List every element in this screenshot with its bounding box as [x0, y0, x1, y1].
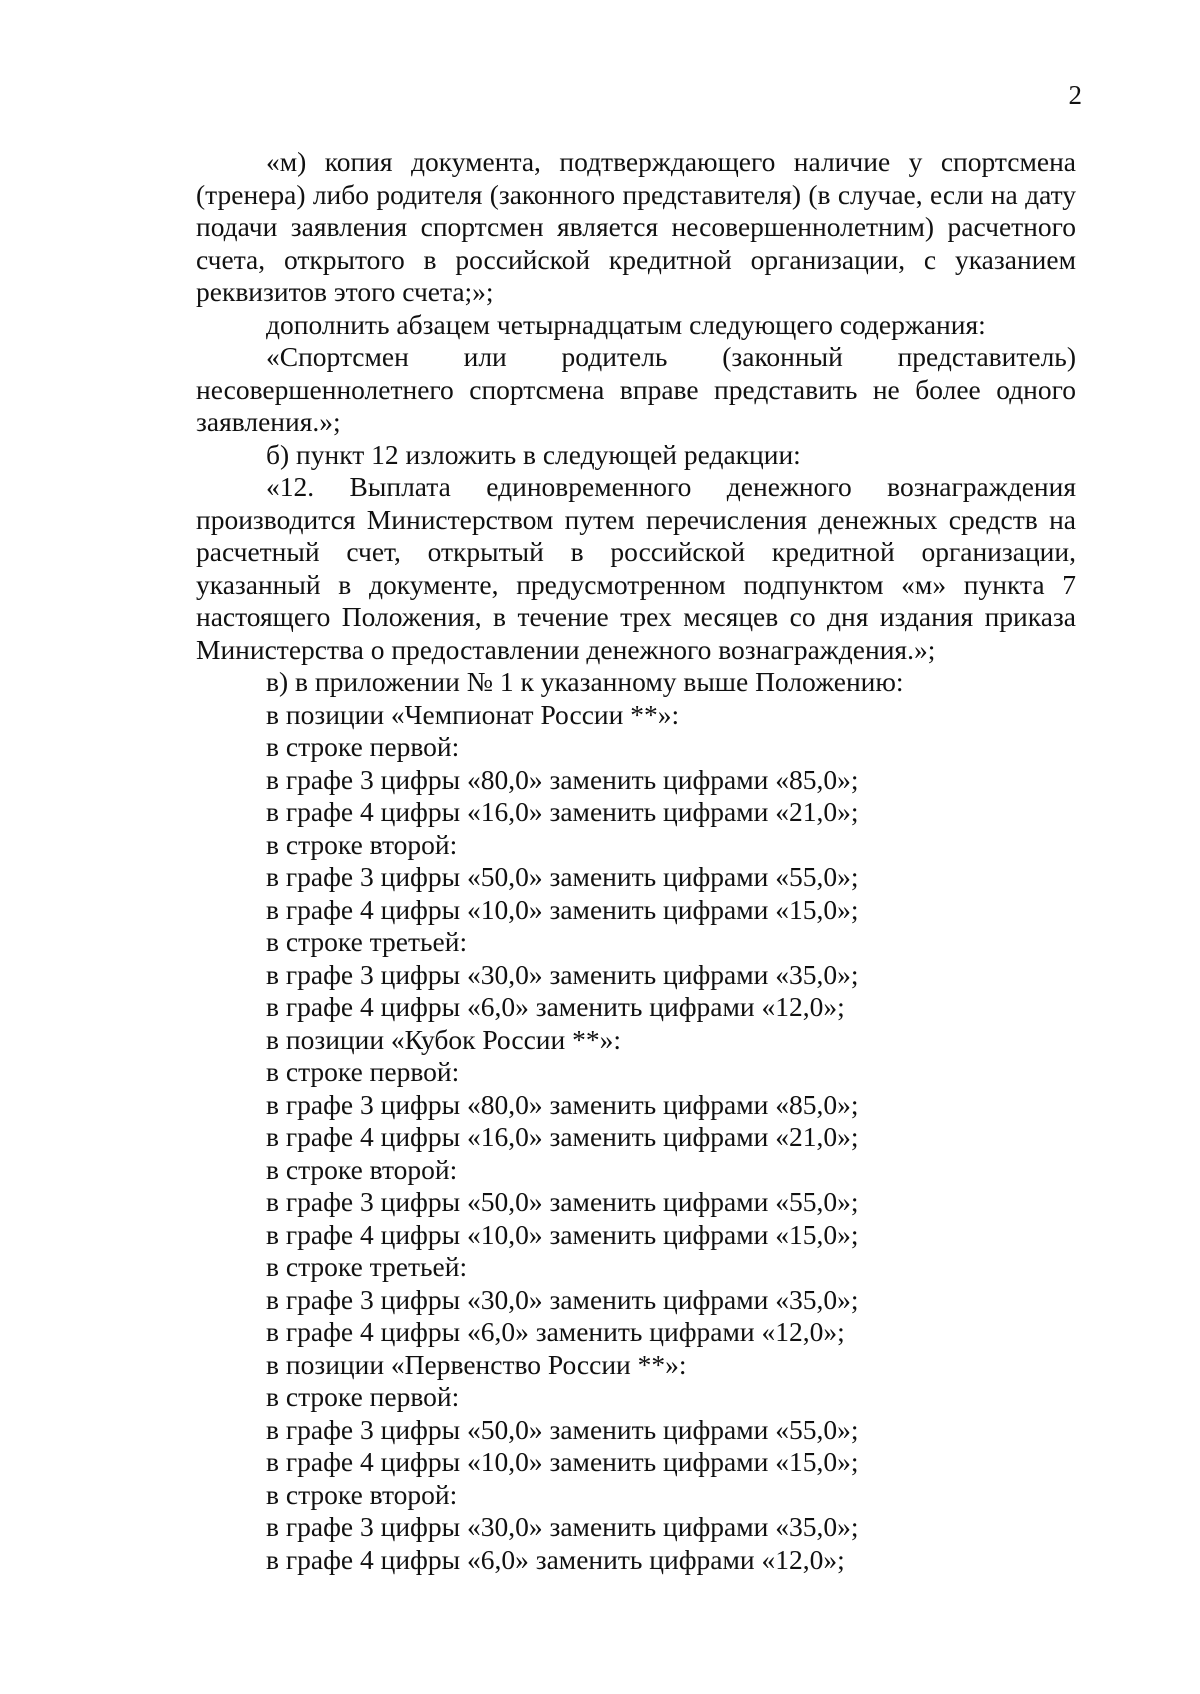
row-heading: в строке первой: — [266, 731, 460, 762]
replacement-line: в графе 4 цифры «6,0» заменить цифрами «12,0»; — [266, 991, 845, 1022]
row-heading: в строке второй: — [266, 1153, 458, 1185]
replacement-line: в графе 4 цифры «16,0» заменить цифрами «21,0»; — [266, 1121, 859, 1152]
document-body — [196, 146, 1076, 1576]
replacement-line: в графе 3 цифры «50,0» заменить цифрами «55,0»; — [266, 1186, 859, 1217]
replacement-line: в графе 3 цифры «80,0» заменить цифрами «85,0»; — [266, 763, 859, 795]
paragraph-item-v: в) в приложении № 1 к указанному выше Положению: — [266, 666, 904, 697]
paragraph-item-b: б) пункт 12 изложить в следующей редакции: — [266, 438, 801, 470]
row-heading: в строке первой: — [266, 1056, 460, 1087]
replacement-line: в графе 4 цифры «10,0» заменить цифрами «15,0»; — [266, 893, 859, 925]
position-heading-championship: в позиции «Чемпионат России **»: — [266, 698, 680, 730]
replacement-line: в графе 3 цифры «30,0» заменить цифрами «35,0»; — [266, 1511, 859, 1542]
replacement-line: в графе 3 цифры «50,0» заменить цифрами «55,0»; — [266, 1413, 859, 1445]
replacement-line: в графе 4 цифры «6,0» заменить цифрами «12,0»; — [266, 1543, 845, 1575]
replacement-line: в графе 4 цифры «10,0» заменить цифрами «15,0»; — [266, 1446, 859, 1477]
paragraph-supplement-instruction: дополнить абзацем четырнадцатым следующего содержания: — [266, 308, 986, 340]
position-heading-junior-championship: в позиции «Первенство России **»: — [266, 1348, 687, 1380]
position-heading-cup: в позиции «Кубок России **»: — [266, 1023, 621, 1055]
paragraph-item-m: «м) копия документа, подтверждающего наличие у спортсмена (тренера) либо родителя (законного представителя) (в случае, если на дату подачи заявления спортсмен является несовершеннолетним) расчетного счета, открытого в российской кредитной организации, с указанием реквизитов этого счета;»; — [196, 146, 1076, 307]
replacement-line: в графе 3 цифры «30,0» заменить цифрами «35,0»; — [266, 1283, 859, 1315]
page-number: 2 — [1068, 80, 1082, 110]
replacement-line: в графе 4 цифры «10,0» заменить цифрами «15,0»; — [266, 1218, 859, 1250]
row-heading: в строке третьей: — [266, 1251, 468, 1282]
row-heading: в строке второй: — [266, 1478, 458, 1510]
paragraph-point-12: «12. Выплата единовременного денежного вознаграждения производится Министерством путем перечисления денежных средств на расчетный счет, открытый в российской кредитной организации, указанный в документе, предусмотренном подпунктом «м» пункта 7 настоящего Положения, в течение трех месяцев со дня издания приказа Министерства о предоставлении денежного вознаграждения.»; — [196, 471, 1076, 665]
row-heading: в строке второй: — [266, 828, 458, 860]
row-heading: в строке третьей: — [266, 926, 468, 957]
paragraph-supplement-text: «Спортсмен или родитель (законный представитель) несовершеннолетнего спортсмена вправе представить не более одного заявления.»; — [196, 341, 1076, 437]
replacement-line: в графе 3 цифры «30,0» заменить цифрами «35,0»; — [266, 958, 859, 990]
replacement-line: в графе 4 цифры «16,0» заменить цифрами «21,0»; — [266, 796, 859, 827]
replacement-line: в графе 3 цифры «50,0» заменить цифрами «55,0»; — [266, 861, 859, 892]
row-heading: в строке первой: — [266, 1381, 460, 1412]
replacement-line: в графе 3 цифры «80,0» заменить цифрами «85,0»; — [266, 1088, 859, 1120]
replacement-line: в графе 4 цифры «6,0» заменить цифрами «12,0»; — [266, 1316, 845, 1347]
